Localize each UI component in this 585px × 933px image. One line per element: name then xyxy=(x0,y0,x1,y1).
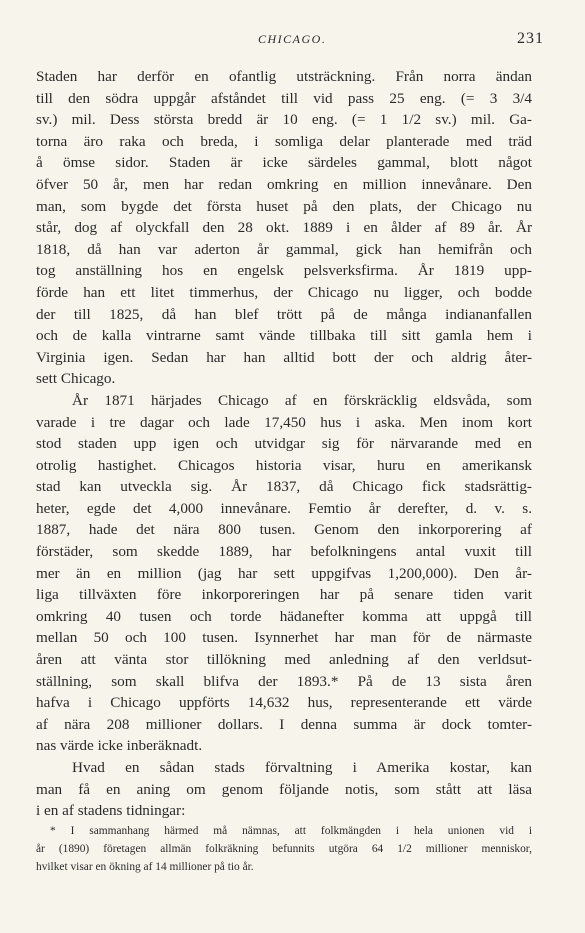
footnote-line: hvilket visar en ökning af 14 millioner på tio år. xyxy=(36,861,254,873)
text-line: 1818, då han var aderton år gammal, gick han hemifrån och xyxy=(36,240,532,258)
text-line: heter, egde det 4,000 innevånare. Femtio år derefter, d. v. s. xyxy=(36,499,532,517)
text-line: står, dog af olyckfall den 28 okt. 1889 i en ålder af 89 år. År xyxy=(36,219,532,237)
page-number: 231 xyxy=(517,30,544,47)
text-line: Virginia igen. Sedan har han alltid bott der och aldrig åter- xyxy=(36,348,532,366)
text-line: mellan 50 och 100 tusen. Isynnerhet har man för de närmaste xyxy=(36,629,532,647)
text-line: hafva i Chicago uppförts 14,632 hus, representerande ett värde xyxy=(36,694,532,712)
text-line: omkring 40 tusen och torde hädanefter komma att uppgå till xyxy=(36,607,532,625)
text-line: man få en aning om genom följande notis, som stått att läsa xyxy=(36,780,532,798)
running-title: CHICAGO. xyxy=(258,32,327,46)
text-line: sv.) mil. Dess största bredd är 10 eng. (= 1 1/2 sv.) mil. Ga- xyxy=(36,111,532,129)
text-line: stod staden upp igen och utvidgar sig för närvarande med en xyxy=(36,435,532,453)
page-header xyxy=(0,30,585,52)
paragraph-end-line: nas värde icke inberäknadt. xyxy=(36,737,203,755)
text-line: varade i tre dagar och lade 17,450 hus i aska. Men inom kort xyxy=(36,413,532,431)
text-line: öfver 50 år, men har redan omkring en million innevånare. Den xyxy=(36,175,532,193)
paragraph-start-line: År 1871 härjades Chicago af en förskräcklig eldsvåda, som xyxy=(72,391,532,409)
footnote-line: * I sammanhang härmed må nämnas, att folkmängden i hela unionen vid i xyxy=(50,825,532,837)
text-line: ställning, som skall blifva der 1893.* På de 13 sista åren xyxy=(36,672,532,690)
text-line: der till 1825, då han blef trött på de många indiananfallen xyxy=(36,305,532,323)
text-line: förstäder, som skedde 1889, har befolkningens antal vuxit till xyxy=(36,543,532,561)
text-line: mer än en million (jag har sett uppgifvas 1,200,000). Den år- xyxy=(36,564,532,582)
text-line: å ömse sidor. Staden är icke särdeles gammal, blott något xyxy=(36,154,532,172)
body-text xyxy=(36,66,532,822)
footnote-line: år (1890) företagen allmän folkräkning befunnits utgöra 64 1/2 millioner menniskor, xyxy=(36,843,532,855)
paragraph-end-line: sett Chicago. xyxy=(36,370,116,388)
text-line: Staden har derför en ofantlig utsträckning. Från norra ändan xyxy=(36,68,532,85)
paragraph-end-line: i en af stadens tidningar: xyxy=(36,802,186,820)
footnote xyxy=(36,822,532,876)
paragraph-start-line: Hvad en sådan stads förvaltning i Amerika kostar, kan xyxy=(72,759,532,776)
text-line: åren att vänta stor tillökning med anledning af den verldsut- xyxy=(36,651,532,669)
text-line: 1887, hade det nära 800 tusen. Genom den inkorporering af xyxy=(36,521,532,539)
text-line: tog anställning hos en engelsk pelsverksfirma. År 1819 upp- xyxy=(36,262,532,280)
text-line: förde han ett litet timmerhus, der Chicago nu ligger, och bodde xyxy=(36,283,532,301)
text-line: torna äro raka och breda, i somliga delar planterade med träd xyxy=(36,132,532,150)
text-line: man, som bygde det första huset på den plats, der Chicago nu xyxy=(36,197,532,215)
text-line: af nära 208 millioner dollars. I denna summa är dock tomter- xyxy=(36,715,532,733)
text-line: stad kan utveckla sig. År 1837, då Chicago fick stadsrättig- xyxy=(36,478,532,496)
text-line: otrolig hastighet. Chicagos historia visar, huru en amerikansk xyxy=(36,456,532,474)
text-line: och de kalla vintrarne samt vände tillbaka till sitt gamla hem i xyxy=(36,327,532,345)
text-line: till den södra uppgår afståndet till vid pass 25 eng. (= 3 3/4 xyxy=(36,89,532,107)
text-line: liga tillväxten före inkorporeringen har på senare tiden varit xyxy=(36,586,532,604)
